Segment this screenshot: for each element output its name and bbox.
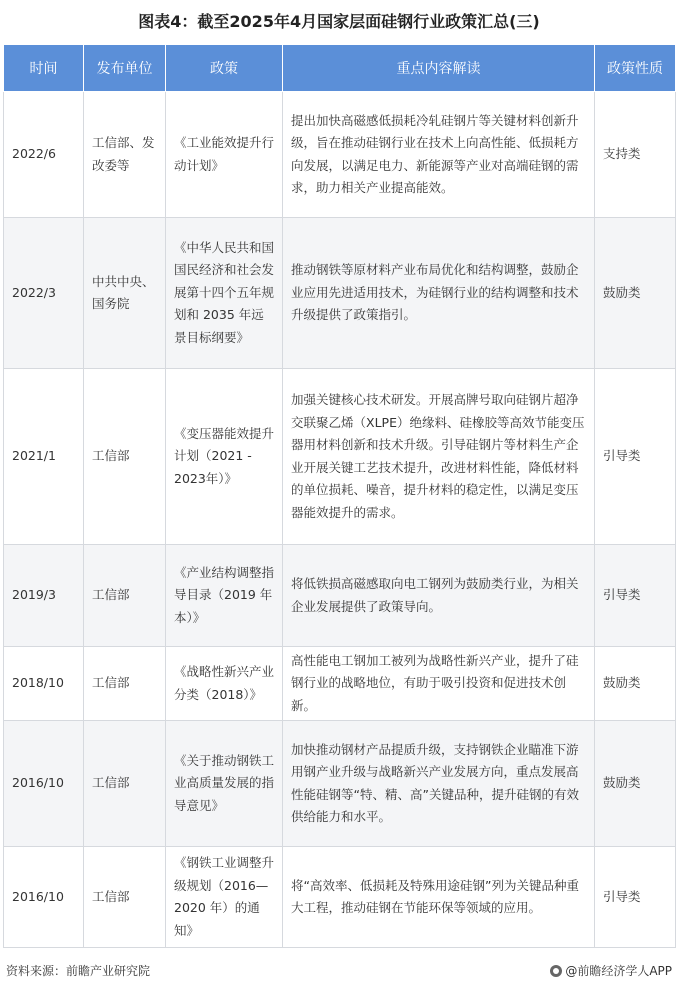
cell-policy: 《变压器能效提升计划（2021 - 2023年）》 — [166, 369, 283, 545]
cell-nature: 引导类 — [595, 847, 676, 948]
cell-content: 加快推动钢材产品提质升级，支持钢铁企业瞄准下游用钢产业升级与战略新兴产业发展方向，重点发展高性能硅钢等“特、精、高”关键品种，提升硅钢的有效供给能力和水平。 — [283, 721, 595, 847]
cell-content: 将低铁损高磁感取向电工钢列为鼓励类行业，为相关企业发展提供了政策导向。 — [283, 545, 595, 647]
cell-nature: 鼓励类 — [595, 647, 676, 721]
brand-label: @前瞻经济学人APP — [565, 964, 672, 978]
cell-policy: 《产业结构调整指导目录（2019 年本）》 — [166, 545, 283, 647]
cell-content: 高性能电工钢加工被列为战略性新兴产业，提升了硅钢行业的战略地位，有助于吸引投资和促进技术创新。 — [283, 647, 595, 721]
cell-content: 将“高效率、低损耗及特殊用途硅钢”列为关键品种重大工程，推动硅钢在节能环保等领域的应用。 — [283, 847, 595, 948]
header-time: 时间 — [4, 45, 84, 92]
cell-policy: 《工业能效提升行动计划》 — [166, 92, 283, 218]
table-header-row — [4, 45, 676, 92]
cell-nature: 引导类 — [595, 369, 676, 545]
cell-issuer: 工信部 — [84, 647, 166, 721]
cell-time: 2018/10 — [4, 647, 84, 721]
table-row — [4, 545, 676, 647]
cell-nature: 支持类 — [595, 92, 676, 218]
cell-time: 2016/10 — [4, 721, 84, 847]
cell-issuer: 工信部、发改委等 — [84, 92, 166, 218]
brand-logo-icon — [550, 965, 562, 977]
source-note: 资料来源：前瞻产业研究院 — [6, 964, 151, 978]
cell-issuer: 工信部 — [84, 369, 166, 545]
cell-time: 2022/6 — [4, 92, 84, 218]
cell-time: 2016/10 — [4, 847, 84, 948]
header-nature: 政策性质 — [595, 45, 676, 92]
cell-content: 提出加快高磁感低损耗冷轧硅钢片等关键材料创新升级，旨在推动硅钢行业在技术上向高性能、低损耗方向发展，以满足电力、新能源等产业对高端硅钢的需求，助力相关产业提高能效。 — [283, 92, 595, 218]
cell-content: 加强关键核心技术研发。开展高牌号取向硅钢片超净交联聚乙烯（XLPE）绝缘料、硅橡胶等高效节能变压器用材料创新和技术升级。引导硅钢片等材料生产企业开展关键工艺技术提升，改进材料性能，降低材料的单位损耗、噪音，提升材料的稳定性，以满足变压器能效提升的需求。 — [283, 369, 595, 545]
cell-issuer: 工信部 — [84, 721, 166, 847]
cell-issuer: 中共中央、国务院 — [84, 218, 166, 369]
header-content: 重点内容解读 — [283, 45, 595, 92]
cell-nature: 鼓励类 — [595, 721, 676, 847]
cell-nature: 引导类 — [595, 545, 676, 647]
cell-issuer: 工信部 — [84, 847, 166, 948]
table-row — [4, 369, 676, 545]
cell-nature: 鼓励类 — [595, 218, 676, 369]
table-row — [4, 647, 676, 721]
cell-time: 2022/3 — [4, 218, 84, 369]
cell-content: 推动钢铁等原材料产业布局优化和结构调整，鼓励企业应用先进适用技术，为硅钢行业的结构调整和技术升级提供了政策指引。 — [283, 218, 595, 369]
table-row — [4, 721, 676, 847]
cell-time: 2019/3 — [4, 545, 84, 647]
table-row — [4, 218, 676, 369]
policy-table — [3, 44, 676, 948]
chart-title: 图表4：截至2025年4月国家层面硅钢行业政策汇总(三) — [138, 12, 540, 31]
cell-policy: 《关于推动钢铁工业高质量发展的指导意见》 — [166, 721, 283, 847]
cell-policy: 《战略性新兴产业分类（2018）》 — [166, 647, 283, 721]
table-row — [4, 847, 676, 948]
table-row — [4, 92, 676, 218]
cell-issuer: 工信部 — [84, 545, 166, 647]
brand-credit — [550, 962, 672, 979]
header-policy: 政策 — [166, 45, 283, 92]
cell-policy: 《钢铁工业调整升级规划（2016—2020 年）的通知》 — [166, 847, 283, 948]
cell-policy: 《中华人民共和国国民经济和社会发展第十四个五年规划和 2035 年远景目标纲要》 — [166, 218, 283, 369]
cell-time: 2021/1 — [4, 369, 84, 545]
header-issuer: 发布单位 — [84, 45, 166, 92]
